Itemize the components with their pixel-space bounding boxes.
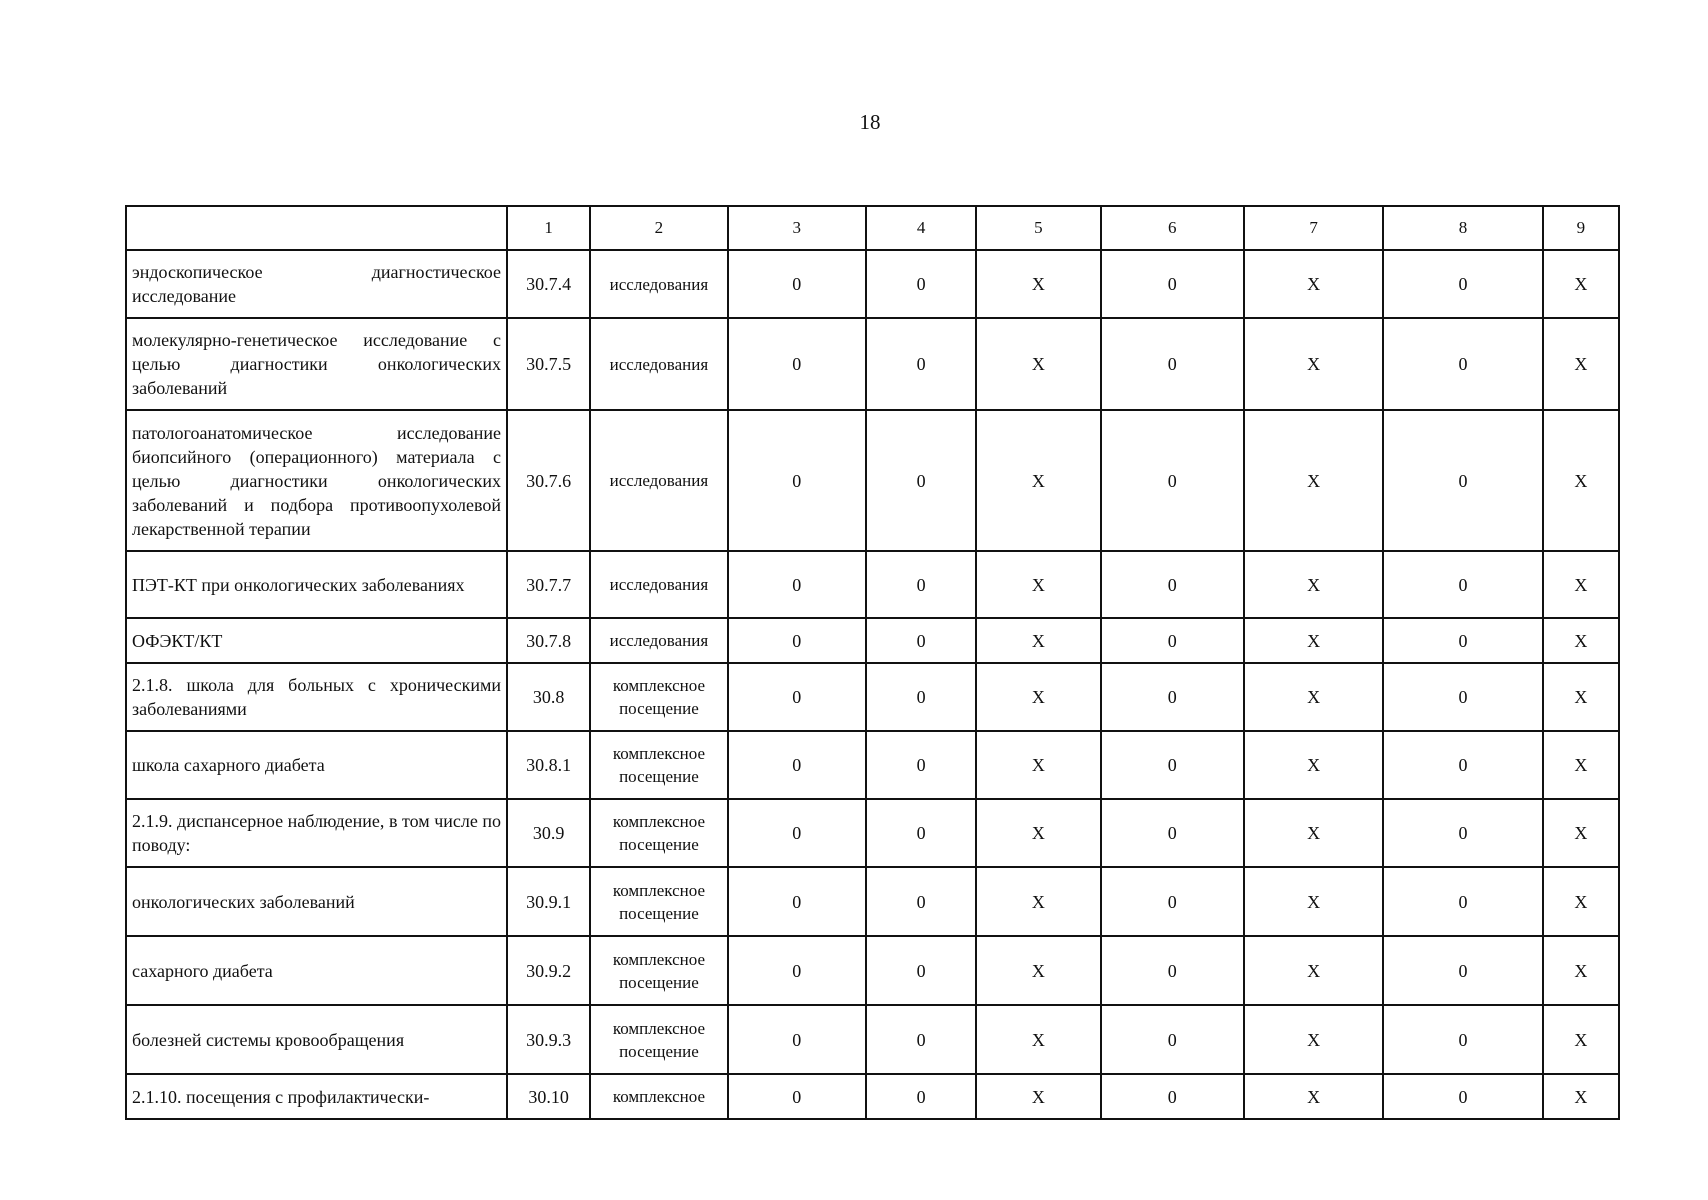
row-value-cell: 0 — [1383, 663, 1542, 731]
row-value-cell: 0 — [728, 618, 866, 663]
row-value-cell: X — [976, 1074, 1100, 1119]
row-value-cell: 0 — [866, 799, 976, 867]
header-cell-2: 2 — [590, 206, 727, 250]
table-row — [126, 618, 1619, 663]
row-value-cell: X — [1543, 250, 1619, 318]
table-header-row — [126, 206, 1619, 250]
row-value-cell: X — [1244, 1005, 1383, 1074]
row-value-cell: 0 — [728, 663, 866, 731]
row-value-cell: 0 — [1101, 1074, 1244, 1119]
row-name-cell: онкологических заболеваний — [126, 867, 507, 936]
row-value-cell: 0 — [728, 799, 866, 867]
row-value-cell: 0 — [1383, 618, 1542, 663]
row-value-cell: 0 — [728, 410, 866, 551]
row-code-cell: 30.7.8 — [507, 618, 590, 663]
row-value-cell: X — [976, 1005, 1100, 1074]
row-value-cell: 0 — [1383, 551, 1542, 618]
row-value-cell: 0 — [866, 410, 976, 551]
row-code-cell: 30.9.1 — [507, 867, 590, 936]
row-name-cell: 2.1.8. школа для больных с хроническими заболеваниями — [126, 663, 507, 731]
row-value-cell: X — [1244, 799, 1383, 867]
row-value-cell: 0 — [728, 1074, 866, 1119]
row-value-cell: X — [1543, 731, 1619, 799]
row-name-cell: молекулярно-генетическое исследование с целью диагностики онкологических заболеваний — [126, 318, 507, 410]
page-number: 18 — [859, 110, 881, 134]
table-row — [126, 250, 1619, 318]
header-cell-3: 3 — [728, 206, 866, 250]
row-value-cell: X — [1543, 410, 1619, 551]
row-code-cell: 30.9.3 — [507, 1005, 590, 1074]
row-value-cell: X — [1244, 551, 1383, 618]
row-value-cell: X — [1244, 250, 1383, 318]
row-code-cell: 30.10 — [507, 1074, 590, 1119]
table-row — [126, 799, 1619, 867]
row-unit-cell: комплексное посещение — [590, 867, 727, 936]
data-table — [125, 205, 1620, 1120]
row-value-cell: X — [1543, 867, 1619, 936]
row-unit-cell: комплексное посещение — [590, 731, 727, 799]
row-value-cell: 0 — [866, 936, 976, 1005]
row-value-cell: 0 — [866, 551, 976, 618]
row-unit-cell: исследования — [590, 410, 727, 551]
row-value-cell: X — [1543, 551, 1619, 618]
row-value-cell: 0 — [1383, 799, 1542, 867]
row-value-cell: 0 — [1101, 551, 1244, 618]
row-value-cell: X — [1543, 936, 1619, 1005]
row-value-cell: 0 — [1383, 1005, 1542, 1074]
row-value-cell: 0 — [1383, 867, 1542, 936]
table-row — [126, 410, 1619, 551]
row-value-cell: 0 — [1383, 731, 1542, 799]
table-row — [126, 318, 1619, 410]
row-value-cell: X — [976, 663, 1100, 731]
row-value-cell: 0 — [1383, 1074, 1542, 1119]
header-cell-7: 7 — [1244, 206, 1383, 250]
row-value-cell: 0 — [1383, 318, 1542, 410]
row-value-cell: 0 — [1101, 867, 1244, 936]
row-value-cell: X — [1543, 799, 1619, 867]
row-value-cell: X — [1244, 663, 1383, 731]
row-value-cell: X — [976, 318, 1100, 410]
row-value-cell: X — [976, 936, 1100, 1005]
row-value-cell: 0 — [728, 1005, 866, 1074]
row-value-cell: 0 — [1101, 410, 1244, 551]
row-value-cell: 0 — [728, 936, 866, 1005]
row-value-cell: 0 — [728, 731, 866, 799]
row-value-cell: X — [1244, 318, 1383, 410]
row-value-cell: 0 — [866, 618, 976, 663]
row-value-cell: 0 — [1101, 250, 1244, 318]
table-row — [126, 867, 1619, 936]
row-name-cell: сахарного диабета — [126, 936, 507, 1005]
row-value-cell: 0 — [866, 1074, 976, 1119]
row-code-cell: 30.7.7 — [507, 551, 590, 618]
row-name-cell: болезней системы кровообращения — [126, 1005, 507, 1074]
header-cell-5: 5 — [976, 206, 1100, 250]
row-value-cell: 0 — [1101, 799, 1244, 867]
table-row — [126, 551, 1619, 618]
header-cell-6: 6 — [1101, 206, 1244, 250]
row-value-cell: 0 — [866, 250, 976, 318]
row-value-cell: 0 — [728, 867, 866, 936]
row-value-cell: X — [1244, 867, 1383, 936]
row-value-cell: 0 — [728, 318, 866, 410]
row-unit-cell: комплексное посещение — [590, 936, 727, 1005]
row-name-cell: школа сахарного диабета — [126, 731, 507, 799]
row-value-cell: 0 — [866, 318, 976, 410]
row-code-cell: 30.8.1 — [507, 731, 590, 799]
row-value-cell: 0 — [866, 731, 976, 799]
row-value-cell: X — [976, 618, 1100, 663]
row-value-cell: X — [976, 410, 1100, 551]
row-name-cell: ОФЭКТ/КТ — [126, 618, 507, 663]
row-code-cell: 30.9 — [507, 799, 590, 867]
row-value-cell: 0 — [1383, 410, 1542, 551]
row-code-cell: 30.7.5 — [507, 318, 590, 410]
row-code-cell: 30.9.2 — [507, 936, 590, 1005]
row-value-cell: 0 — [1383, 250, 1542, 318]
header-cell-4: 4 — [866, 206, 976, 250]
row-value-cell: 0 — [1101, 318, 1244, 410]
row-value-cell: 0 — [1101, 1005, 1244, 1074]
row-name-cell: патологоанатомическое исследование биопсийного (операционного) материала с целью диагностики онкологических заболеваний и подбора противоопухолевой лекарственной терапии — [126, 410, 507, 551]
row-value-cell: 0 — [728, 551, 866, 618]
row-value-cell: X — [1244, 618, 1383, 663]
row-unit-cell: исследования — [590, 618, 727, 663]
row-value-cell: X — [1543, 1005, 1619, 1074]
row-code-cell: 30.7.4 — [507, 250, 590, 318]
row-unit-cell: комплексное посещение — [590, 1005, 727, 1074]
row-value-cell: X — [976, 731, 1100, 799]
row-value-cell: X — [1244, 936, 1383, 1005]
row-value-cell: 0 — [1101, 663, 1244, 731]
row-value-cell: 0 — [1101, 731, 1244, 799]
row-value-cell: X — [1244, 731, 1383, 799]
row-value-cell: X — [1543, 618, 1619, 663]
row-value-cell: 0 — [866, 663, 976, 731]
row-unit-cell: исследования — [590, 551, 727, 618]
row-unit-cell: комплексное посещение — [590, 663, 727, 731]
row-unit-cell: комплексное посещение — [590, 799, 727, 867]
table-row — [126, 1005, 1619, 1074]
row-value-cell: X — [1543, 1074, 1619, 1119]
table-row — [126, 936, 1619, 1005]
row-unit-cell: комплексное — [590, 1074, 727, 1119]
row-name-cell: 2.1.9. диспансерное наблюдение, в том числе по поводу: — [126, 799, 507, 867]
row-value-cell: X — [1244, 410, 1383, 551]
row-value-cell: X — [1543, 318, 1619, 410]
row-name-cell: 2.1.10. посещения с профилактически- — [126, 1074, 507, 1119]
row-value-cell: X — [976, 250, 1100, 318]
table-row — [126, 1074, 1619, 1119]
row-code-cell: 30.7.6 — [507, 410, 590, 551]
row-value-cell: X — [1543, 663, 1619, 731]
row-value-cell: X — [1244, 1074, 1383, 1119]
row-value-cell: X — [976, 867, 1100, 936]
header-cell-1: 1 — [507, 206, 590, 250]
row-unit-cell: исследования — [590, 318, 727, 410]
row-code-cell: 30.8 — [507, 663, 590, 731]
header-cell-9: 9 — [1543, 206, 1619, 250]
table-row — [126, 663, 1619, 731]
row-value-cell: 0 — [866, 867, 976, 936]
row-value-cell: 0 — [728, 250, 866, 318]
header-cell-blank — [126, 206, 507, 250]
row-value-cell: 0 — [1101, 936, 1244, 1005]
row-name-cell: ПЭТ-КТ при онкологических заболеваниях — [126, 551, 507, 618]
table-row — [126, 731, 1619, 799]
header-cell-8: 8 — [1383, 206, 1542, 250]
row-value-cell: X — [976, 799, 1100, 867]
row-value-cell: 0 — [1383, 936, 1542, 1005]
row-name-cell: эндоскопическое диагностическое исследование — [126, 250, 507, 318]
row-value-cell: 0 — [866, 1005, 976, 1074]
row-value-cell: X — [976, 551, 1100, 618]
row-unit-cell: исследования — [590, 250, 727, 318]
row-value-cell: 0 — [1101, 618, 1244, 663]
